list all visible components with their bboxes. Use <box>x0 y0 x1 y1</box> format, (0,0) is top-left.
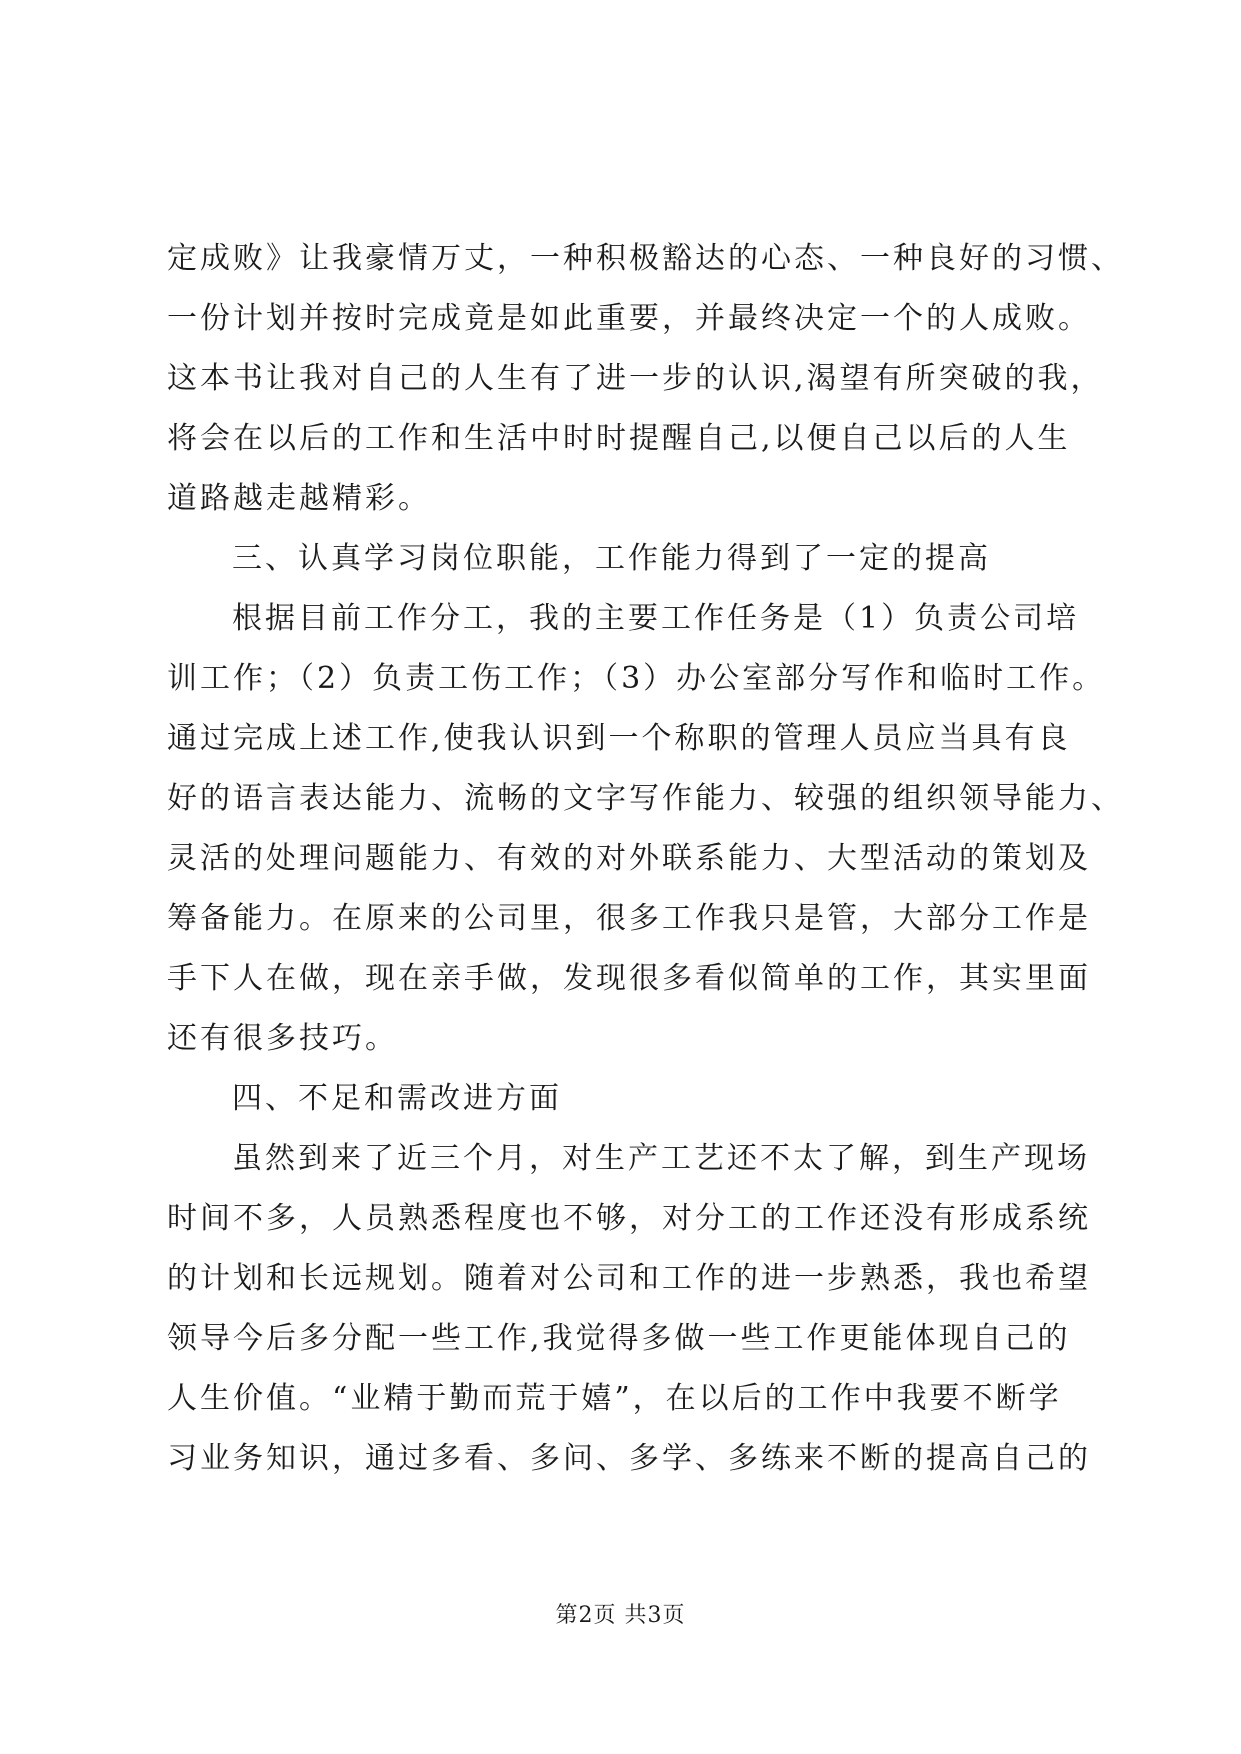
section-heading: 四、不足和需改进方面 <box>232 1081 562 1116</box>
text-line: 将会在以后的工作和生活中时时提醒自己,以便自己以后的人生 <box>167 421 1071 456</box>
paragraph-start-line: 虽然到来了近三个月，对生产工艺还不太了解，到生产现场 <box>232 1141 1090 1176</box>
text-line: 通过完成上述工作,使我认识到一个称职的管理人员应当具有良 <box>167 721 1071 756</box>
text-line: 的计划和长远规划。随着对公司和工作的进一步熟悉，我也希望 <box>167 1261 1091 1296</box>
text-line: 筹备能力。在原来的公司里，很多工作我只是管，大部分工作是 <box>167 901 1091 936</box>
text-line: 习业务知识，通过多看、多问、多学、多练来不断的提高自己的 <box>167 1441 1091 1476</box>
text-line: 灵活的处理问题能力、有效的对外联系能力、大型活动的策划及 <box>167 841 1091 876</box>
text-line: 道路越走越精彩。 <box>167 481 431 516</box>
text-line: 还有很多技巧。 <box>167 1021 398 1056</box>
text-line: 手下人在做，现在亲手做，发现很多看似简单的工作，其实里面 <box>167 961 1091 996</box>
text-line: 领导今后多分配一些工作,我觉得多做一些工作更能体现自己的 <box>167 1321 1071 1356</box>
text-line: 一份计划并按时完成竟是如此重要，并最终决定一个的人成败。 <box>167 301 1091 336</box>
section-heading: 三、认真学习岗位职能，工作能力得到了一定的提高 <box>232 541 991 576</box>
page-number-indicator: 第2页 共3页 <box>555 1603 686 1628</box>
text-line: 好的语言表达能力、流畅的文字写作能力、较强的组织领导能力、 <box>167 781 1124 816</box>
text-line: 这本书让我对自己的人生有了进一步的认识,渴望有所突破的我， <box>167 361 1104 396</box>
page-footer <box>0 1598 1241 1629</box>
document-body <box>167 229 1127 1489</box>
text-line: 定成败》让我豪情万丈，一种积极豁达的心态、一种良好的习惯、 <box>167 241 1124 276</box>
text-line: 训工作；（2）负责工伤工作；（3）办公室部分写作和临时工作。 <box>167 661 1106 696</box>
text-line: 人生价值。“业精于勤而荒于嬉”，在以后的工作中我要不断学 <box>167 1381 1062 1416</box>
text-line: 时间不多，人员熟悉程度也不够，对分工的工作还没有形成系统 <box>167 1201 1091 1236</box>
paragraph-start-line: 根据目前工作分工，我的主要工作任务是（1）负责公司培 <box>232 601 1080 636</box>
